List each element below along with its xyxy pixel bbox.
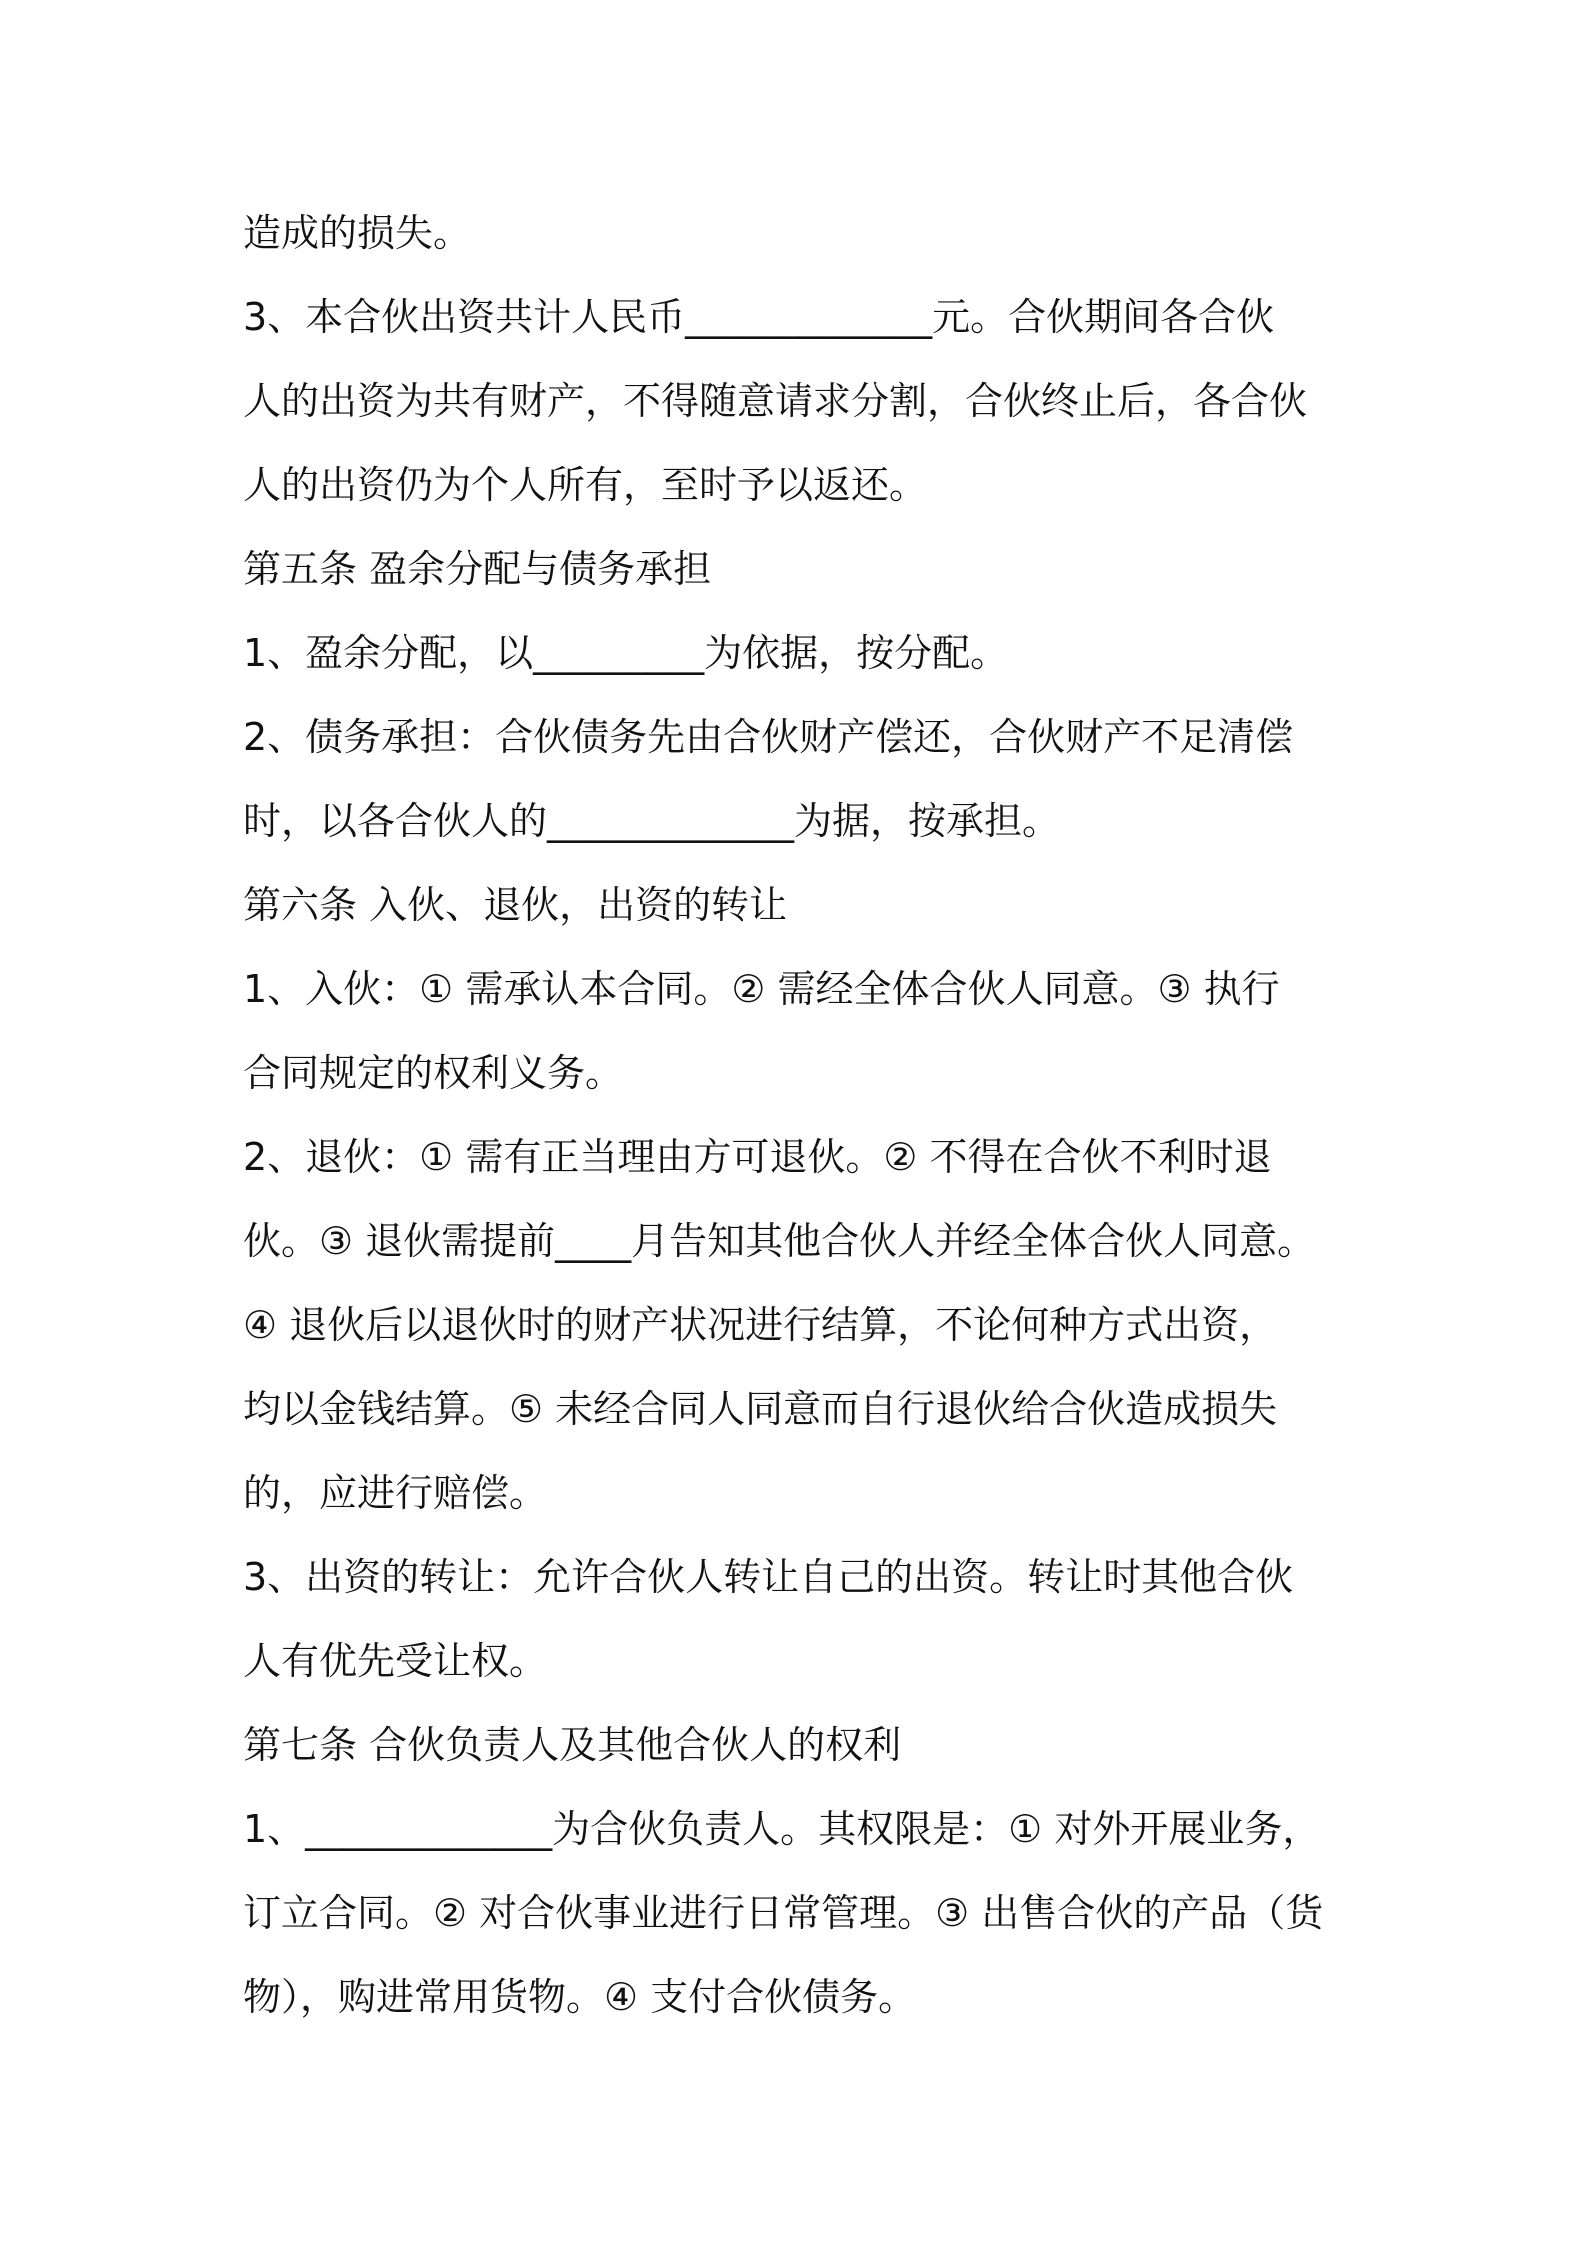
- text-line: 2、债务承担：合伙债务先由合伙财产偿还，合伙财产不足清偿: [243, 715, 1294, 759]
- text-line: 订立合同。② 对合伙事业进行日常管理。③ 出售合伙的产品（货: [243, 1891, 1324, 1935]
- text-line: 的，应进行赔偿。: [243, 1471, 548, 1515]
- text-line: 3、本合伙出资共计人民币_____________元。合伙期间各合伙: [243, 295, 1275, 339]
- text-line: 均以金钱结算。⑤ 未经合同人同意而自行退伙给合伙造成损失: [243, 1387, 1278, 1431]
- text-line: 1、盈余分配，以_________为依据，按分配。: [243, 631, 1009, 675]
- text-line: 合同规定的权利义务。: [243, 1051, 624, 1095]
- text-line: 人有优先受让权。: [243, 1639, 548, 1683]
- text-line: 物），购进常用货物。④ 支付合伙债务。: [243, 1975, 917, 2019]
- text-line: 时，以各合伙人的_____________为据，按承担。: [243, 799, 1061, 843]
- text-line: 人的出资为共有财产，不得随意请求分割，合伙终止后，各合伙: [243, 379, 1308, 423]
- text-line: 造成的损失。: [243, 211, 472, 255]
- section-heading: 第五条 盈余分配与债务承担: [243, 547, 712, 591]
- text-line: 2、退伙：① 需有正当理由方可退伙。② 不得在合伙不利时退: [243, 1135, 1272, 1179]
- text-line: 1、_____________为合伙负责人。其权限是：① 对外开展业务，: [243, 1807, 1321, 1851]
- text-line: 3、出资的转让：允许合伙人转让自己的出资。转让时其他合伙: [243, 1555, 1294, 1599]
- section-heading: 第六条 入伙、退伙，出资的转让: [243, 883, 788, 927]
- text-line: 人的出资仍为个人所有，至时予以返还。: [243, 463, 928, 507]
- section-heading: 第七条 合伙负责人及其他合伙人的权利: [243, 1723, 902, 1767]
- text-line: ④ 退伙后以退伙时的财产状况进行结算，不论何种方式出资，: [243, 1303, 1278, 1347]
- text-line: 1、入伙：① 需承认本合同。② 需经全体合伙人同意。③ 执行: [243, 967, 1280, 1011]
- contract-text: [243, 191, 1383, 2039]
- text-line: 伙。③ 退伙需提前____月告知其他合伙人并经全体合伙人同意。: [243, 1219, 1316, 1263]
